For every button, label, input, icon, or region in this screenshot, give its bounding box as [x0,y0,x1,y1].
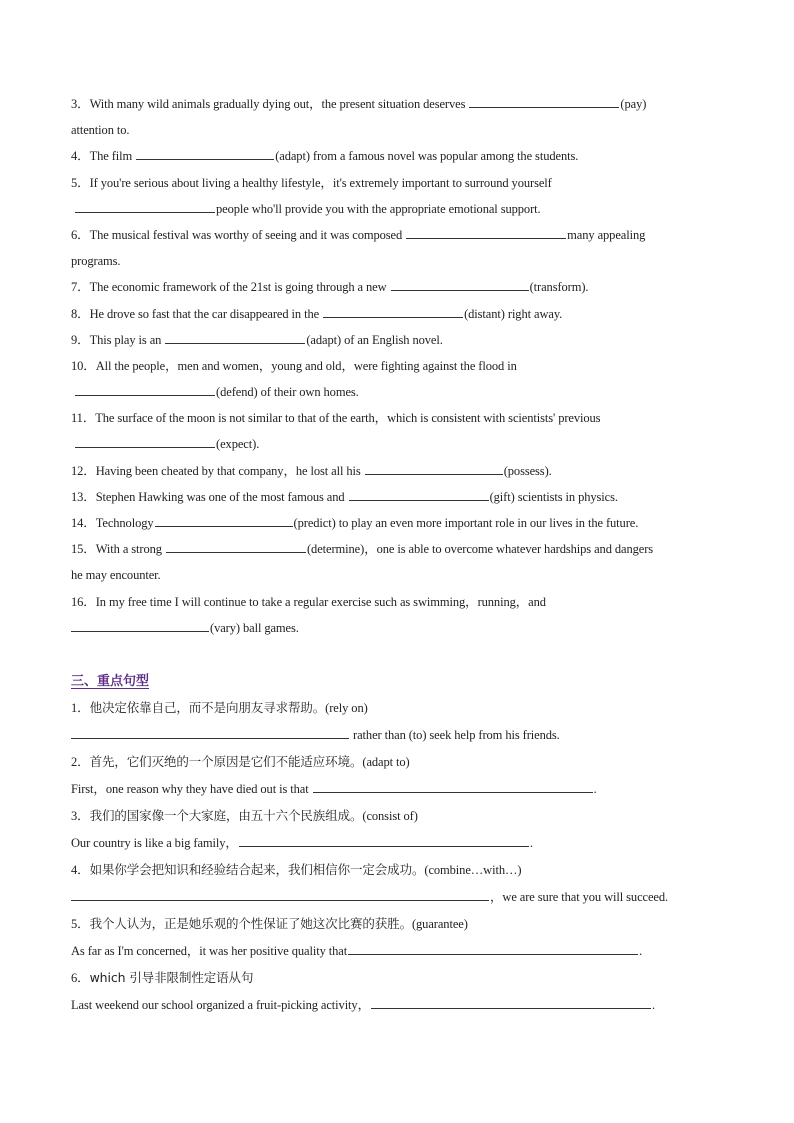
word-hint: (determine) [306,542,365,557]
answer-blank[interactable] [71,618,209,632]
sentence-2-answer [71,779,723,806]
question-number: 12． [71,463,96,478]
sentence-number: 6． [71,970,90,985]
question-11 [71,408,723,434]
question-text: he may encounter. [71,568,161,583]
question-text: With a strong [95,542,162,557]
question-number: 15． [71,542,96,557]
worksheet-page [71,94,723,1022]
question-text: This play is an [89,332,162,347]
sentence-1-answer [71,725,723,752]
question-number: 6． [71,227,90,242]
word-hint: (adapt) [306,332,342,347]
question-text: ，one is able to overcome whatever hardships and dangers [364,542,654,557]
sentence-3-answer [71,833,723,860]
sentence-number: 3． [71,808,90,823]
sentence-6-answer [71,995,723,1022]
sentence-4-prompt [71,860,723,887]
answer-blank[interactable] [71,887,489,901]
answer-blank[interactable] [75,434,215,448]
question-text: to play an even more important role in our lives in the future. [338,516,639,530]
question-number: 16． [71,594,96,609]
answer-blank[interactable] [71,725,349,739]
chinese-sentence: which 引导非限制性定语从句 [89,969,254,985]
answer-blank[interactable] [469,94,619,108]
answer-blank[interactable] [371,995,651,1009]
question-text: The musical festival was worthy of seeing and it was composed [89,227,403,242]
question-number: 4． [71,149,90,164]
sentence-6-prompt [71,968,723,995]
question-14 [71,513,723,539]
sentence-number: 4． [71,862,90,877]
question-text: scientists in physics. [517,489,618,504]
question-text: With many wild animals gradually dying out，the present situation deserves [89,97,466,111]
answer-blank[interactable] [155,513,293,527]
sentence-5-prompt [71,914,723,941]
word-hint: (gift) [489,489,515,504]
question-text: Stephen Hawking was one of the most famous and [95,489,345,504]
question-text: from a famous novel was popular among the students. [312,149,579,164]
answer-blank[interactable] [323,304,463,318]
question-text: ball games. [242,620,299,635]
sentence-number: 5． [71,916,90,931]
question-5 [71,173,723,199]
question-text: of an English novel. [344,332,443,347]
key-phrase: (adapt to) [362,754,410,769]
question-6-cont [71,251,723,277]
question-16 [71,592,723,618]
chinese-sentence: 他决定依靠自己，而不是向朋友寻求帮助。 [89,699,326,715]
word-hint: (pay) [620,97,647,111]
section-heading: 三、重点句型 [71,673,150,689]
word-hint: (transform) [529,280,586,295]
question-number: 5． [71,175,90,190]
period: . [529,835,533,850]
question-4 [71,146,723,172]
english-text: Our country is like a big family， [71,835,238,850]
answer-blank[interactable] [349,487,489,501]
word-hint: (distant) [464,306,505,321]
question-5-cont [71,199,723,225]
question-text: The surface of the moon is not similar to that of the earth，which is consistent with scientists' previous [95,411,601,426]
question-6 [71,225,723,251]
question-number: 8． [71,306,90,321]
question-number: 7． [71,280,90,295]
english-text: First，one reason why they have died out is that [71,781,309,796]
question-number: 14． [71,516,96,530]
word-hint: (vary) [210,620,240,635]
period: . [548,463,552,478]
question-text: The economic framework of the 21st is going through a new [89,280,387,295]
question-text: The film [89,149,133,164]
answer-blank[interactable] [406,225,566,239]
answer-blank[interactable] [365,461,503,475]
answer-blank[interactable] [165,330,305,344]
word-hint: (expect) [216,437,257,452]
word-hint: (adapt) [275,149,310,164]
english-text: rather than (to) seek help from his friends. [353,727,560,742]
chinese-sentence: 如果你学会把知识和经验结合起来，我们相信你一定会成功。 [89,861,425,877]
question-text: right away. [507,306,563,321]
sentence-1-prompt [71,698,723,725]
sentence-4-answer [71,887,723,914]
key-phrase: (rely on) [325,700,368,715]
question-text: many appealing [567,227,646,242]
question-text: In my free time I will continue to take a regular exercise such as swimming，running，and [95,594,546,609]
word-hint: (possess) [503,463,549,478]
period: . [585,280,589,295]
sentence-5-answer [71,941,723,968]
question-3-cont [71,120,723,146]
english-text: As far as I'm concerned，it was her positive quality that [71,943,348,958]
chinese-sentence: 首先，它们灭绝的一个原因是它们不能适应环境。 [89,753,363,769]
question-number: 9． [71,332,90,347]
question-7 [71,277,723,303]
english-text: Last weekend our school organized a fruit-picking activity， [71,997,370,1012]
period: . [256,437,260,452]
question-text: programs. [71,254,121,269]
sentence-3-prompt [71,806,723,833]
question-text: attention to. [71,123,130,138]
question-8 [71,304,723,330]
chinese-sentence: 我个人认为，正是她乐观的个性保证了她这次比赛的获胜。 [89,915,412,931]
answer-blank[interactable] [391,277,529,291]
question-3 [71,94,723,120]
answer-blank[interactable] [313,779,593,793]
question-10-cont [71,382,723,408]
word-hint: (predict) [293,516,336,530]
question-10 [71,356,723,382]
answer-blank[interactable] [166,539,306,553]
word-hint: (defend) [216,385,258,400]
sentence-number: 1． [71,700,90,715]
question-number: 11． [71,411,96,426]
question-15-cont [71,565,723,591]
question-text: people who'll provide you with the appropriate emotional support. [216,201,541,216]
period: . [651,997,656,1012]
question-15 [71,539,723,565]
question-number: 3． [71,97,90,111]
question-text: All the people，men and women，young and old，were fighting against the flood in [95,358,517,373]
answer-blank[interactable] [348,941,638,955]
english-text: ，we are sure that you will succeed. [490,889,669,904]
question-9 [71,330,723,356]
sentence-number: 2． [71,754,90,769]
answer-blank[interactable] [75,199,215,213]
chinese-sentence: 我们的国家像一个大家庭，由五十六个民族组成。 [89,807,363,823]
question-16-cont [71,618,723,644]
period: . [593,781,597,796]
question-number: 10． [71,358,96,373]
question-12 [71,461,723,487]
key-phrase: (guarantee) [411,916,468,931]
question-11-cont [71,434,723,460]
answer-blank[interactable] [239,833,529,847]
answer-blank[interactable] [136,146,274,160]
question-text: of their own homes. [260,385,359,400]
answer-blank[interactable] [75,382,215,396]
sentence-2-prompt [71,752,723,779]
question-text: He drove so fast that the car disappeared in the [89,306,320,321]
period: . [639,943,643,958]
question-number: 13． [71,489,96,504]
question-text: Having been cheated by that company，he lost all his [95,463,361,478]
question-13 [71,487,723,513]
question-text: Technology [95,516,154,530]
key-phrase: (combine…with…) [424,862,522,877]
question-text: If you're serious about living a healthy lifestyle，it's extremely important to surround yourself [89,175,552,190]
key-phrase: (consist of) [362,808,418,823]
